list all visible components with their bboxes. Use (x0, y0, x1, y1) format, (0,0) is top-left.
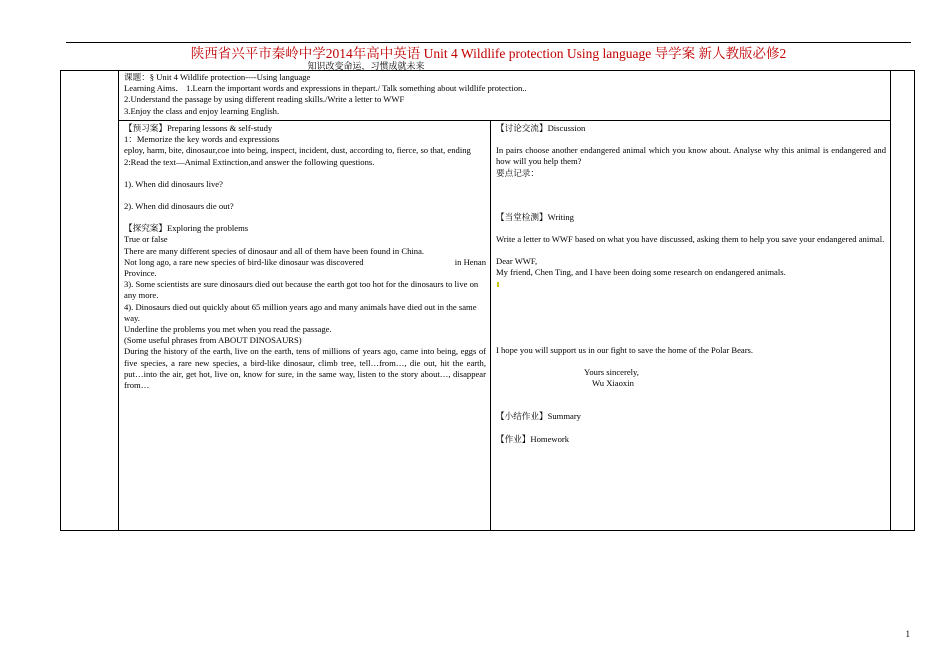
summary-heading: 【小结作业】Summary (496, 411, 581, 422)
aim-line: 3.Enjoy the class and enjoy learning English. (124, 105, 280, 116)
right-column (496, 123, 886, 445)
writing-heading: 【当堂检测】Writing (496, 211, 574, 222)
left-column (124, 123, 486, 391)
col-divider-left (118, 70, 119, 531)
col-divider-right (890, 70, 891, 531)
letter-closing-line: I hope you will support us in our fight to save the home of the Polar Bears. (496, 344, 754, 355)
page-number: 1 (905, 629, 910, 639)
writing-task: Write a letter to WWF based on what you have discussed, asking them to help you save your endangered animal. (496, 234, 885, 245)
useful-phrases: During the history of the earth, live on the earth, tens of millions of years ago, came into being, eggs of five species, a rare new species, a bird-like dinosaur, climb tree, tell…from…, die out, hit the earth, put…into the air, get hot, live on, know for sure, in the same way, listen to the story about…, disappear from… (124, 346, 486, 391)
letter-body: My friend, Chen Ting, and I have been doing some research on endangered animals. (496, 267, 786, 278)
discussion-text: In pairs choose another endangered animal which you know about. Analyse why this animal is endangered and how will you help them? (496, 145, 886, 167)
statement-4: 4). Dinosaurs died out quickly about 65 million years ago and many animals have died out in the same way. (124, 301, 477, 323)
preview-task-1: 1：Memorize the key words and expressions (124, 134, 280, 145)
explore-heading: 【探究案】Exploring the problems (124, 223, 249, 234)
statement-2-end: Province. (124, 268, 157, 279)
key-words: eploy, harm, bite, dinosaur,coe into being, inspect, incident, dust, according to, fierce, so that, ending (124, 145, 471, 156)
notes-label: 要点记录： (496, 167, 539, 178)
header-rule (66, 42, 911, 43)
document-title: 陕西省兴平市秦岭中学2014年高中英语 Unit 4 Wildlife protection Using language 导学案 新人教版必修2 (190, 46, 787, 61)
statement-2-place: in Henan (454, 256, 486, 267)
statement-1: There are many different species of dinosaur and all of them have been found in China. (124, 245, 425, 256)
letter-mark (496, 279, 886, 290)
col-divider-middle (490, 120, 491, 531)
aim-line: Learning Aims． 1.Learn the important words and expressions in thepart./ Talk something about wildlife protection.. (124, 83, 527, 94)
discussion-heading: 【讨论交流】Discussion (496, 123, 586, 133)
question-2: 2). When did dinosaurs die out? (124, 201, 234, 212)
statement-3: 3). Some scientists are sure dinosaurs died out because the earth got too hot for the dinosaurs to live on any more. (124, 279, 479, 301)
statement-2 (124, 257, 486, 268)
letter-signature: Wu Xiaoxin (592, 378, 634, 389)
aim-line: 2.Understand the passage by using different reading skills./Write a letter to WWF (124, 94, 405, 105)
preview-heading: 【预习案】Preparing lessons & self-study (124, 123, 273, 133)
lesson-topic: 课题：§ Unit 4 Wildlife protection----Using language (124, 72, 311, 82)
letter-sign-off: Yours sincerely, (584, 367, 639, 378)
row-divider (118, 120, 890, 121)
underline-instruction: Underline the problems you met when you read the passage. (124, 324, 332, 335)
letter-salutation: Dear WWF, (496, 256, 538, 267)
preview-task-2: 2:Read the text—Animal Extinction,and answer the following questions. (124, 156, 375, 167)
motto: 知识改变命运，习惯成就未来 (307, 61, 425, 71)
homework-heading: 【作业】Homework (496, 433, 570, 444)
phrases-title: (Some useful phrases from ABOUT DINOSAURS) (124, 335, 302, 346)
question-1: 1). When did dinosaurs live? (124, 178, 223, 189)
aims-section (124, 72, 884, 117)
true-false-label: True or false (124, 234, 168, 245)
highlight-mark (497, 282, 499, 287)
statement-2-text: Not long ago, a rare new species of bird-like dinosaur was discovered (124, 256, 364, 267)
